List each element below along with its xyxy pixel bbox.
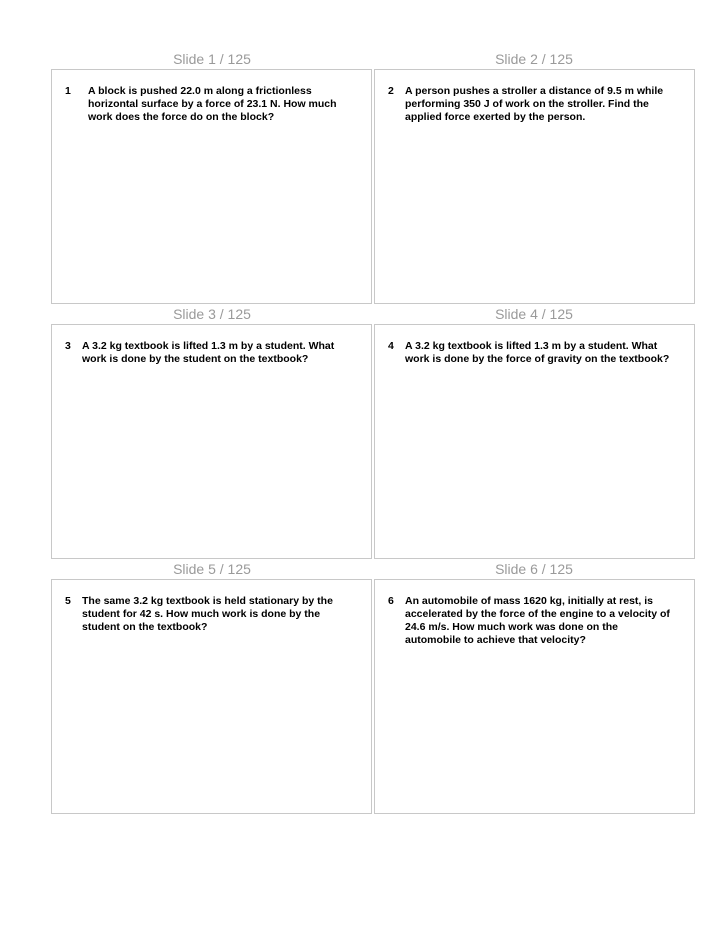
slide-label: Slide 5 / 125 (173, 561, 251, 577)
slide-label: Slide 2 / 125 (495, 51, 573, 67)
question-text: An automobile of mass 1620 kg, initially at rest, is accelerated by the force of the engine to a velocity of 24.6 m/s. How much work was done on the automobile to achieve that velocity? (405, 595, 670, 646)
question-number: 5 (65, 595, 71, 607)
slide-card-6 (374, 579, 695, 814)
slide-card-3 (51, 324, 372, 559)
question-text: A 3.2 kg textbook is lifted 1.3 m by a student. What work is done by the force of gravity on the textbook? (405, 340, 670, 365)
question-text: A person pushes a stroller a distance of 9.5 m while performing 350 J of work on the stroller. Find the applied force exerted by the person. (405, 85, 664, 123)
question-number: 6 (388, 595, 394, 607)
question-number: 4 (388, 340, 394, 352)
question-text: A 3.2 kg textbook is lifted 1.3 m by a student. What work is done by the student on the textbook? (82, 340, 335, 365)
slide-card-1 (51, 69, 372, 304)
slide-label: Slide 1 / 125 (173, 51, 251, 67)
question-number: 3 (65, 340, 71, 352)
question-text: The same 3.2 kg textbook is held stationary by the student for 42 s. How much work is done by the student on the textbook? (82, 595, 333, 633)
slide-label: Slide 6 / 125 (495, 561, 573, 577)
slide-label: Slide 3 / 125 (173, 306, 251, 322)
slide-card-4 (374, 324, 695, 559)
slide-card-5 (51, 579, 372, 814)
question-number: 1 (65, 85, 71, 97)
question-number: 2 (388, 85, 394, 97)
slide-label: Slide 4 / 125 (495, 306, 573, 322)
question-text: A block is pushed 22.0 m along a frictionless horizontal surface by a force of 23.1 N. How much work does the force do on the block? (88, 85, 337, 123)
slide-card-2 (374, 69, 695, 304)
